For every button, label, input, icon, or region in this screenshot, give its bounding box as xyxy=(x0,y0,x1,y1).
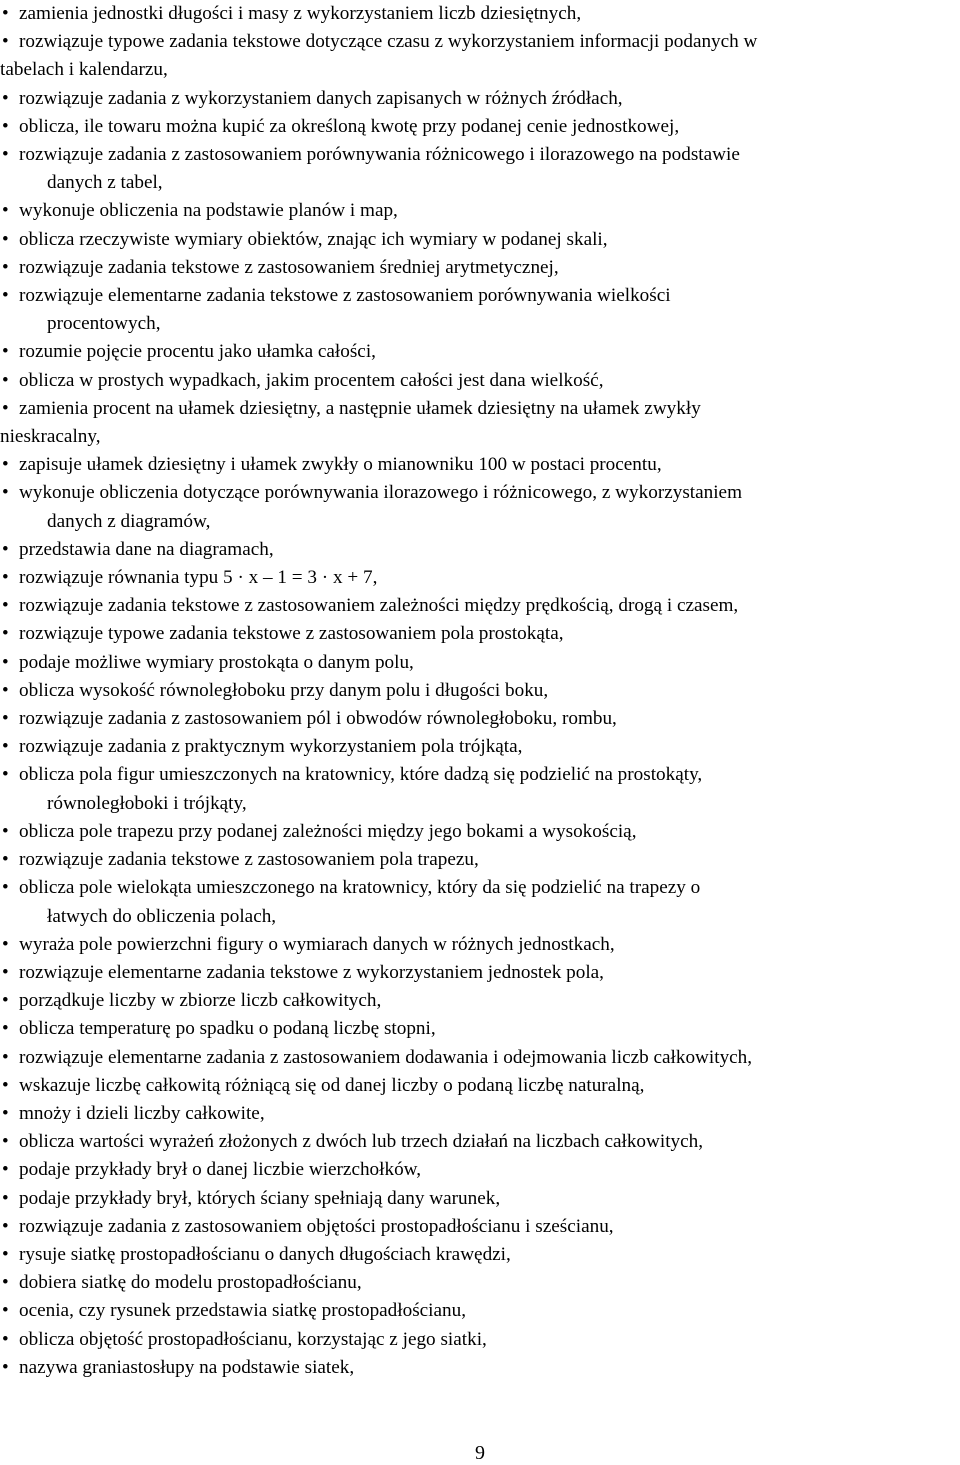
bullet-icon: • xyxy=(2,341,9,363)
list-item-text: rozwiązuje zadania z zastosowaniem porównywania różnicowego i ilorazowego na podstawie xyxy=(19,144,740,166)
bullet-icon: • xyxy=(2,961,9,983)
list-item-text: rozwiązuje zadania z zastosowaniem objętości prostopadłościanu i sześcianu, xyxy=(19,1215,614,1237)
list-item-text: mnoży i dzieli liczby całkowite, xyxy=(19,1102,265,1124)
list-item xyxy=(0,592,958,620)
list-item xyxy=(0,367,958,395)
list-item-text: rozwiązuje zadania z wykorzystaniem danych zapisanych w różnych źródłach, xyxy=(19,87,623,109)
list-item xyxy=(0,1354,958,1382)
bullet-icon: • xyxy=(2,369,9,391)
bullet-icon: • xyxy=(2,87,9,109)
list-item xyxy=(0,818,958,846)
bullet-icon: • xyxy=(2,679,9,701)
bullet-icon: • xyxy=(2,1159,9,1181)
list-item-text: podaje przykłady brył, których ściany spełniają dany warunek, xyxy=(19,1187,501,1209)
list-item xyxy=(0,1297,958,1325)
list-item-text: oblicza pole trapezu przy podanej zależności między jego bokami a wysokością, xyxy=(19,820,637,842)
list-item-text: rozwiązuje zadania tekstowe z zastosowaniem zależności między prędkością, drogą i czasem, xyxy=(19,595,739,617)
list-item-text: rozwiązuje elementarne zadania z zastosowaniem dodawania i odejmowania liczb całkowitych, xyxy=(19,1046,753,1068)
bullet-icon: • xyxy=(2,256,9,278)
list-item-text: wyraża pole powierzchni figury o wymiarach danych w różnych jednostkach, xyxy=(19,933,615,955)
list-item xyxy=(0,141,958,197)
list-item xyxy=(0,338,958,366)
list-item-text: wskazuje liczbę całkowitą różniącą się od danej liczby o podaną liczbę naturalną, xyxy=(19,1074,645,1096)
bullet-icon: • xyxy=(2,651,9,673)
bullet-icon: • xyxy=(2,1102,9,1124)
bullet-icon: • xyxy=(2,933,9,955)
list-item xyxy=(0,536,958,564)
list-item xyxy=(0,197,958,225)
list-item xyxy=(0,1156,958,1184)
bullet-icon: • xyxy=(2,1243,9,1265)
bullet-icon: • xyxy=(2,200,9,222)
list-item-text: oblicza rzeczywiste wymiary obiektów, znając ich wymiary w podanej skali, xyxy=(19,228,608,250)
list-item xyxy=(0,254,958,282)
list-item-text-continuation: tabelach i kalendarzu, xyxy=(0,59,168,81)
list-item xyxy=(0,959,958,987)
list-item-text: oblicza, ile towaru można kupić za określoną kwotę przy podanej cenie jednostkowej, xyxy=(19,115,680,137)
list-item-text: rozwiązuje zadania tekstowe z zastosowaniem pola trapezu, xyxy=(19,849,479,871)
list-item xyxy=(0,1241,958,1269)
list-item-text-continuation: równoległoboki i trójkąty, xyxy=(47,792,247,814)
list-item xyxy=(0,479,958,535)
list-item xyxy=(0,987,958,1015)
bullet-icon: • xyxy=(2,1356,9,1378)
list-item-text: rozwiązuje typowe zadania tekstowe z zastosowaniem pola prostokąta, xyxy=(19,623,564,645)
list-item xyxy=(0,705,958,733)
list-item-text: dobiera siatkę do modelu prostopadłościanu, xyxy=(19,1272,362,1294)
list-item-text: oblicza pola figur umieszczonych na kratownicy, które dadzą się podzielić na prostokąty, xyxy=(19,764,703,786)
list-item xyxy=(0,1128,958,1156)
list-item-text: rozwiązuje równania typu 5 · x – 1 = 3 · x + 7, xyxy=(19,567,378,589)
list-item-text-continuation: danych z diagramów, xyxy=(47,510,211,532)
list-item xyxy=(0,28,958,84)
bullet-icon: • xyxy=(2,820,9,842)
list-item-text: rozwiązuje zadania z zastosowaniem pól i obwodów równoległoboku, rombu, xyxy=(19,708,617,730)
list-item-text: rozwiązuje elementarne zadania tekstowe z zastosowaniem porównywania wielkości xyxy=(19,285,671,307)
list-item xyxy=(0,1044,958,1072)
list-item-text: nazywa graniastosłupy na podstawie siatek, xyxy=(19,1356,355,1378)
list-item xyxy=(0,620,958,648)
list-item-text-continuation: łatwych do obliczenia polach, xyxy=(47,905,277,927)
list-item-text: podaje możliwe wymiary prostokąta o danym polu, xyxy=(19,651,414,673)
bullet-icon: • xyxy=(2,623,9,645)
bullet-icon: • xyxy=(2,1131,9,1153)
bullet-icon: • xyxy=(2,3,9,24)
list-item-text: przedstawia dane na diagramach, xyxy=(19,538,274,560)
list-item xyxy=(0,1185,958,1213)
bullet-icon: • xyxy=(2,1215,9,1237)
bullet-icon: • xyxy=(2,397,9,419)
list-item-text: rozwiązuje zadania z praktycznym wykorzystaniem pola trójkąta, xyxy=(19,736,523,758)
bullet-icon: • xyxy=(2,144,9,166)
list-item-text: wykonuje obliczenia dotyczące porównywania ilorazowego i różnicowego, z wykorzystaniem xyxy=(19,482,742,504)
bullet-icon: • xyxy=(2,1272,9,1294)
bullet-icon: • xyxy=(2,482,9,504)
list-item xyxy=(0,1326,958,1354)
list-item-text-continuation: procentowych, xyxy=(47,313,161,335)
list-item-text: oblicza objętość prostopadłościanu, korzystając z jego siatki, xyxy=(19,1328,487,1350)
bullet-icon: • xyxy=(2,708,9,730)
list-item xyxy=(0,395,958,451)
bullet-icon: • xyxy=(2,567,9,589)
list-item-text: oblicza w prostych wypadkach, jakim procentem całości jest dana wielkość, xyxy=(19,369,604,391)
bullet-icon: • xyxy=(2,595,9,617)
bullet-icon: • xyxy=(2,990,9,1012)
list-item xyxy=(0,282,958,338)
bullet-icon: • xyxy=(2,115,9,137)
list-item xyxy=(0,761,958,817)
list-item xyxy=(0,226,958,254)
list-item xyxy=(0,846,958,874)
bullet-icon: • xyxy=(2,228,9,250)
list-item xyxy=(0,1213,958,1241)
list-item xyxy=(0,1269,958,1297)
list-item xyxy=(0,1015,958,1043)
bullet-icon: • xyxy=(2,1187,9,1209)
list-item xyxy=(0,1072,958,1100)
bullet-icon: • xyxy=(2,1074,9,1096)
list-item-text: porządkuje liczby w zbiorze liczb całkowitych, xyxy=(19,990,382,1012)
list-item-text: rysuje siatkę prostopadłościanu o danych długościach krawędzi, xyxy=(19,1243,511,1265)
list-item-text: podaje przykłady brył o danej liczbie wierzchołków, xyxy=(19,1159,422,1181)
bullet-icon: • xyxy=(2,764,9,786)
bullet-icon: • xyxy=(2,285,9,307)
list-item xyxy=(0,1100,958,1128)
list-item xyxy=(0,113,958,141)
bullet-icon: • xyxy=(2,1328,9,1350)
bullet-icon: • xyxy=(2,1300,9,1322)
list-item xyxy=(0,451,958,479)
list-item xyxy=(0,649,958,677)
list-item-text: oblicza temperaturę po spadku o podaną liczbę stopni, xyxy=(19,1018,436,1040)
list-item-text: rozumie pojęcie procentu jako ułamka całości, xyxy=(19,341,376,363)
bullet-icon: • xyxy=(2,31,9,53)
list-item-text-continuation: danych z tabel, xyxy=(47,172,163,194)
list-item xyxy=(0,564,958,592)
bullet-icon: • xyxy=(2,877,9,899)
list-item xyxy=(0,733,958,761)
list-item-text: rozwiązuje elementarne zadania tekstowe z wykorzystaniem jednostek pola, xyxy=(19,961,604,983)
list-item-text: ocenia, czy rysunek przedstawia siatkę prostopadłościanu, xyxy=(19,1300,467,1322)
bullet-icon: • xyxy=(2,538,9,560)
list-item-text: wykonuje obliczenia na podstawie planów i map, xyxy=(19,200,398,222)
bullet-icon: • xyxy=(2,1046,9,1068)
list-item-text: rozwiązuje zadania tekstowe z zastosowaniem średniej arytmetycznej, xyxy=(19,256,559,278)
list-item-text: oblicza pole wielokąta umieszczonego na kratownicy, który da się podzielić na trapezy o xyxy=(19,877,701,899)
list-item xyxy=(0,931,958,959)
list-item xyxy=(0,85,958,113)
list-item xyxy=(0,874,958,930)
page-number: 9 xyxy=(475,1442,485,1464)
list-item-text: oblicza wysokość równoległoboku przy danym polu i długości boku, xyxy=(19,679,549,701)
list-item-text-continuation: nieskracalny, xyxy=(0,426,101,448)
bullet-icon: • xyxy=(2,1018,9,1040)
list-item-text: zamienia procent na ułamek dziesiętny, a następnie ułamek dziesiętny na ułamek zwykły xyxy=(19,397,701,419)
bullet-icon: • xyxy=(2,849,9,871)
list-item-text: rozwiązuje typowe zadania tekstowe dotyczące czasu z wykorzystaniem informacji podanych w xyxy=(19,31,758,53)
bullet-icon: • xyxy=(2,736,9,758)
list-item-text: zamienia jednostki długości i masy z wykorzystaniem liczb dziesiętnych, xyxy=(19,3,582,24)
list-item xyxy=(0,677,958,705)
list-item xyxy=(0,0,958,28)
list-item-text: zapisuje ułamek dziesiętny i ułamek zwykły o mianowniku 100 w postaci procentu, xyxy=(19,454,662,476)
list-item-text: oblicza wartości wyrażeń złożonych z dwóch lub trzech działań na liczbach całkowitych, xyxy=(19,1131,704,1153)
bullet-icon: • xyxy=(2,454,9,476)
